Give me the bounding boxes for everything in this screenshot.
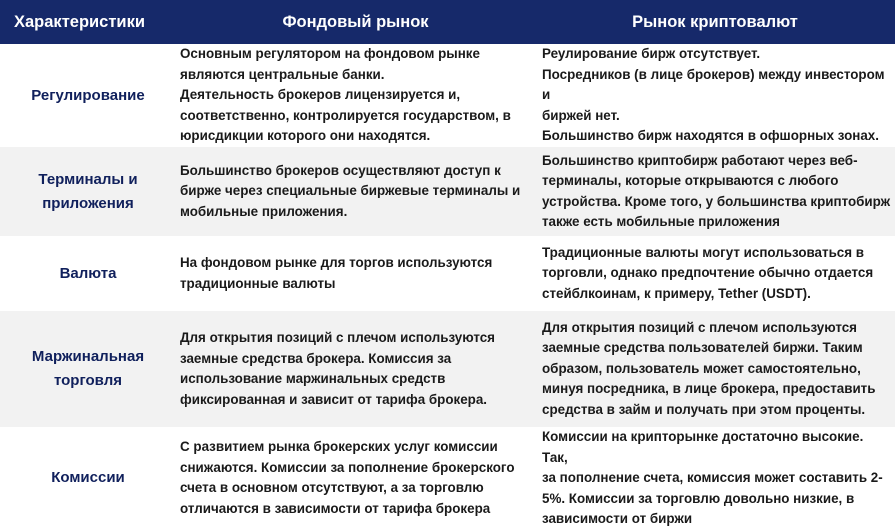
stock-cell [176,311,535,427]
stock-cell-text: С развитием рынка брокерских услуг комиссии снижаются. Комиссии за пополнение брокерского счета в основном отсутствуют, а за торговлю отличаются в зависимости от тарифа брокера [180,439,515,516]
row-label-text: Комиссии [51,469,125,487]
stock-cell-text: Большинство брокеров осуществляют доступ к бирже через специальные биржевые терминалы и мобильные приложения. [180,162,521,219]
stock-cell [176,44,535,147]
row-label-text: Регулирование [31,86,145,104]
crypto-cell-text: Комиссии на крипторынке достаточно высокие. Так, за пополнение счета, комиссия может составить 2- 5%. Комиссии за торговлю довольно низкие, в зависимости от биржи [542,429,883,526]
table-row-margin [0,311,895,427]
row-label [0,44,176,147]
table-row-regulation [0,44,895,147]
row-label [0,427,176,530]
header-stock-market: Фондовый рынок [176,0,535,44]
stock-cell-text: На фондовом рынке для торгов используются традиционные валюты [180,255,493,291]
crypto-cell [535,311,895,427]
row-label-text: Валюта [59,264,117,282]
crypto-cell-text: Большинство криптобирж работают через веб- терминалы, которые открываются с любого устройства. Кроме того, у большинства криптобирж также есть мобильные приложения [542,152,891,229]
table-header [0,0,895,44]
row-label-text: Маржинальная торговля [31,348,145,389]
header-characteristics: Характеристики [0,0,176,44]
crypto-cell [535,147,895,236]
stock-cell-text: Для открытия позиций с плечом используются заемные средства брокера. Комиссия за использование маржинальных средств фиксированная и зависит от тарифа брокера. [180,330,495,407]
row-label [0,147,176,236]
stock-cell [176,236,535,311]
header-crypto-market: Рынок криптовалют [535,0,895,44]
crypto-cell-text: Традиционные валюты могут использоваться в торговли, однако предпочтение обычно отдается стейблкоинам, к примеру, Tether (USDT). [542,244,874,301]
stock-cell-text: Основным регулятором на фондовом рынке являются центральные банки. Деятельность брокеров лицензируется и, соответственно, контролируется государством, в юрисдикции которого они находятся. [180,46,511,144]
crypto-cell [535,427,895,530]
crypto-cell [535,44,895,147]
table-row-fees [0,427,895,530]
row-label [0,311,176,427]
crypto-cell-text: Реулирование бирж отсутствует. Посредников (в лице брокеров) между инвестором и биржей нет. Большинство бирж находятся в офшорных зонах. [542,46,885,144]
stock-cell [176,427,535,530]
table-row-terminals [0,147,895,236]
row-label [0,236,176,311]
row-label-text: Терминалы и приложения [38,170,138,212]
table-row-currency [0,236,895,311]
stock-cell [176,147,535,236]
crypto-cell-text: Для открытия позиций с плечом используются заемные средства пользователей биржи. Таким образом, пользователь может самостоятельно, минуя посредника, в лице брокера, предоставить средства в займ и получать при этом проценты. [542,319,876,417]
crypto-cell [535,236,895,311]
